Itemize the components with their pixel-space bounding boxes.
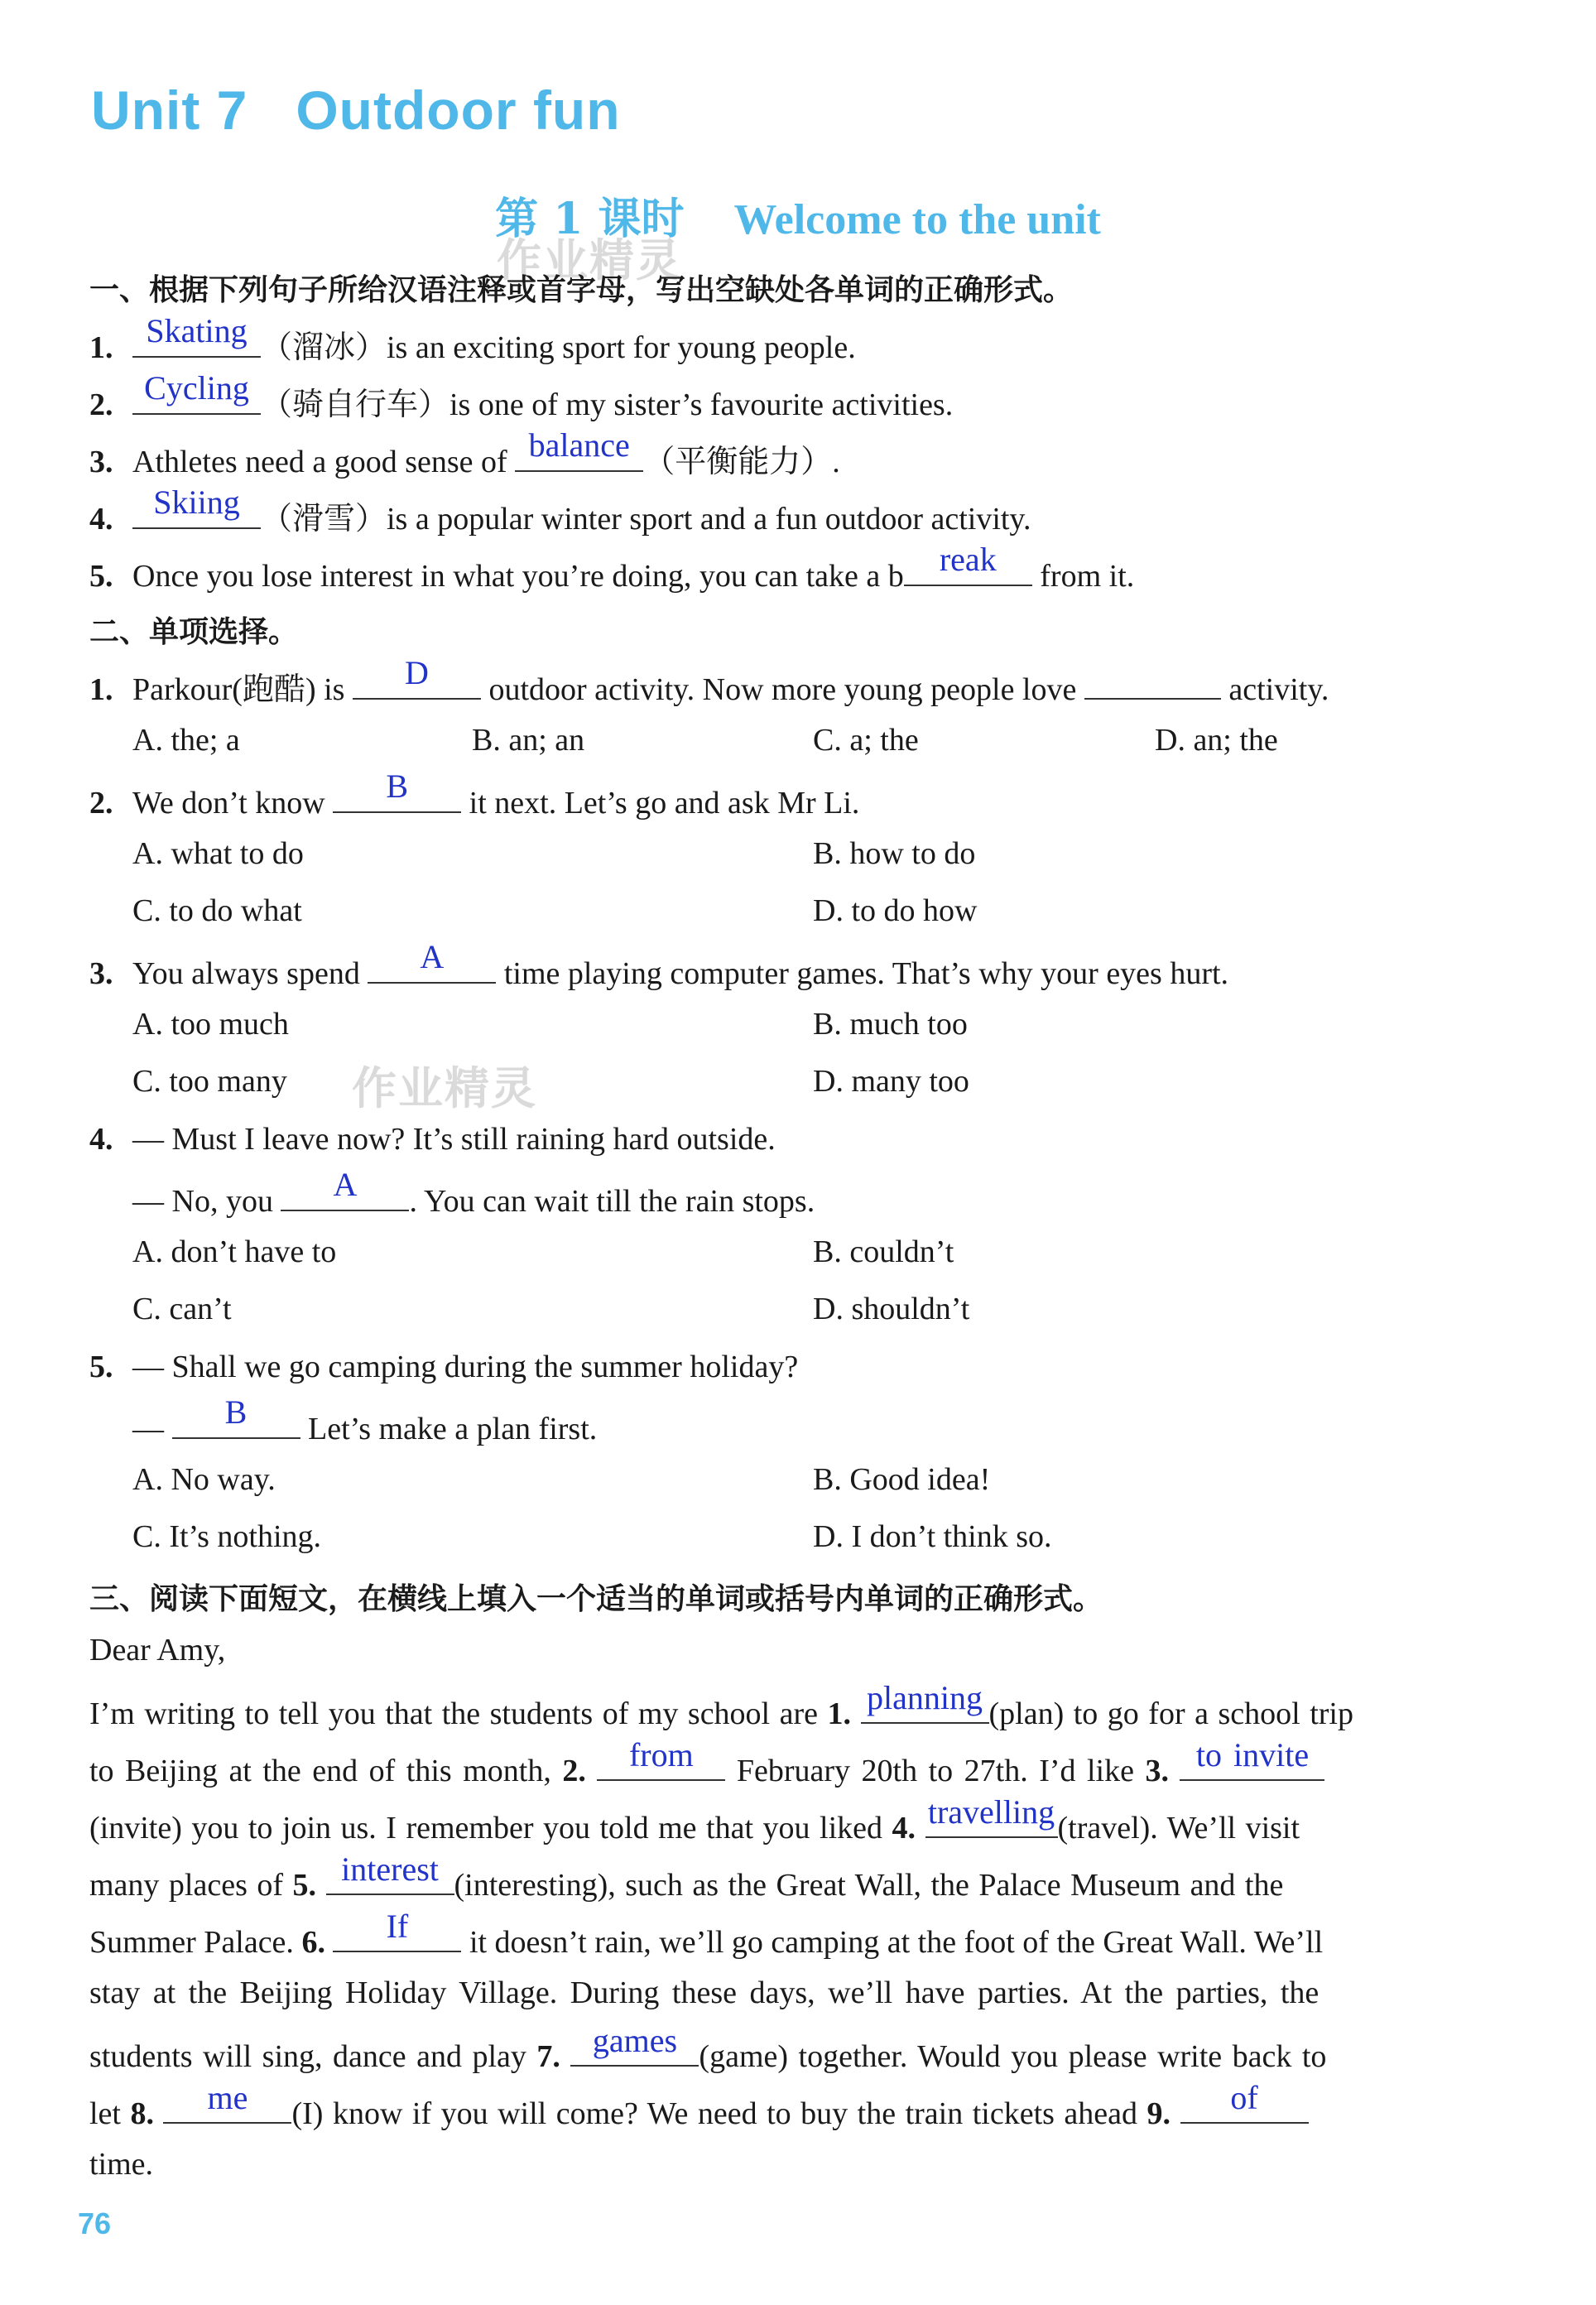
q-text: — bbox=[132, 1412, 172, 1446]
blank-number: 4. bbox=[892, 1811, 916, 1845]
s1-text: （平衡能力）. bbox=[643, 445, 840, 479]
option-b[interactable]: B. an; an bbox=[472, 723, 585, 758]
letter-text: let bbox=[89, 2096, 131, 2131]
answer-blank[interactable] bbox=[597, 1736, 725, 1781]
s1-item-5 bbox=[89, 541, 1135, 596]
letter-line-8 bbox=[89, 2079, 1497, 2132]
q-text: — Must I leave now? It’s still raining hard outside. bbox=[132, 1122, 776, 1157]
s2-q3 bbox=[89, 938, 1229, 994]
q-text: — Shall we go camping during the summer holiday? bbox=[132, 1350, 799, 1384]
blank-number: 2. bbox=[562, 1754, 586, 1788]
watermark-2: 作业精灵 bbox=[352, 1062, 537, 1114]
option-b[interactable]: B. much too bbox=[813, 1007, 968, 1042]
watermark-1: 作业精灵 bbox=[497, 234, 682, 286]
letter-line-7 bbox=[89, 2022, 1497, 2075]
answer-blank[interactable] bbox=[515, 426, 643, 472]
s1-text-before: Athletes need a good sense of bbox=[132, 445, 516, 479]
option-d[interactable]: D. many too bbox=[813, 1064, 969, 1099]
answer-blank[interactable] bbox=[368, 938, 496, 984]
letter-text: (game) together. Would you please write back to bbox=[699, 2039, 1327, 2074]
answer-blank[interactable] bbox=[861, 1679, 989, 1724]
s1-item-3 bbox=[89, 426, 840, 482]
s2-q2 bbox=[89, 768, 860, 823]
letter-line-4 bbox=[89, 1850, 1497, 1903]
blank-number: 8. bbox=[130, 2096, 154, 2131]
s1-text: （溜冰）is an exciting sport for young people. bbox=[261, 330, 856, 365]
q-num: 4. bbox=[89, 1122, 113, 1157]
answer-blank[interactable] bbox=[333, 768, 461, 813]
option-a[interactable]: A. don’t have to bbox=[132, 1234, 337, 1269]
lesson-title bbox=[0, 184, 1596, 246]
letter-text: (travel). We’ll visit bbox=[1057, 1811, 1300, 1845]
page-number: 76 bbox=[78, 2206, 112, 2240]
answer-text: A bbox=[333, 1166, 358, 1203]
blank-number: 5. bbox=[292, 1868, 317, 1903]
s1-num: 5. bbox=[89, 559, 113, 594]
s1-text: （骑自行车）is one of my sister’s favourite activities. bbox=[261, 387, 954, 422]
s2-q5 bbox=[89, 1347, 798, 1387]
s2-q1 bbox=[89, 654, 1329, 710]
blank-number: 6. bbox=[301, 1925, 325, 1960]
q-num: 1. bbox=[89, 672, 113, 707]
answer-text: interest bbox=[341, 1850, 439, 1888]
q-text: . You can wait till the rain stops. bbox=[409, 1184, 815, 1219]
option-b[interactable]: B. couldn’t bbox=[813, 1234, 954, 1269]
option-a[interactable]: A. too much bbox=[132, 1007, 289, 1042]
answer-blank[interactable] bbox=[132, 484, 261, 529]
section-1-heading: 一、根据下列句子所给汉语注释或首字母，写出空缺处各单词的正确形式。 bbox=[89, 273, 1074, 307]
blank-number: 7. bbox=[536, 2039, 560, 2074]
answer-text: Cycling bbox=[144, 369, 249, 407]
s2-q5-reply bbox=[132, 1393, 598, 1449]
letter-greeting: Dear Amy, bbox=[89, 1633, 226, 1667]
answer-blank[interactable] bbox=[172, 1393, 300, 1439]
q-text: outdoor activity. Now more young people love bbox=[480, 672, 1084, 707]
answer-text: B bbox=[224, 1393, 248, 1431]
option-c[interactable]: C. a; the bbox=[813, 723, 919, 758]
letter-text: to Beijing at the end of this month, bbox=[89, 1754, 563, 1788]
letter-text: (I) know if you will come? We need to buy the train tickets ahead bbox=[291, 2096, 1147, 2131]
q-text: We don’t know bbox=[132, 786, 334, 820]
answer-text: planning bbox=[867, 1679, 983, 1716]
s2-q4 bbox=[89, 1119, 776, 1159]
letter-text: students will sing, dance and play bbox=[89, 2039, 537, 2074]
answer-blank[interactable] bbox=[904, 541, 1032, 586]
q-text: activity. bbox=[1220, 672, 1329, 707]
answer-text: games bbox=[592, 2022, 678, 2059]
answer-text: to invite bbox=[1195, 1736, 1310, 1773]
answer-text: Skating bbox=[146, 312, 248, 349]
option-c[interactable]: C. too many bbox=[132, 1064, 287, 1099]
answer-text: D bbox=[405, 654, 429, 691]
option-c[interactable]: C. It’s nothing. bbox=[132, 1519, 322, 1554]
letter-text: (invite) you to join us. I remember you told me that you liked bbox=[89, 1811, 892, 1845]
option-c[interactable]: C. to do what bbox=[132, 893, 302, 928]
option-b[interactable]: B. how to do bbox=[813, 836, 976, 871]
answer-text: me bbox=[207, 2079, 248, 2116]
letter-line-2 bbox=[89, 1736, 1497, 1789]
letter-line-1 bbox=[89, 1679, 1497, 1732]
answer-text: Skiing bbox=[153, 484, 240, 521]
answer-text: If bbox=[386, 1908, 409, 1945]
s1-item-4 bbox=[89, 484, 1031, 539]
letter-line-9: time. bbox=[89, 2147, 154, 2182]
lesson-title-en: Welcome to the unit bbox=[733, 196, 1101, 243]
letter-text: February 20th to 27th. I’d like bbox=[725, 1754, 1146, 1788]
q-text: time playing computer games. That’s why your eyes hurt. bbox=[496, 956, 1229, 991]
lesson-title-cn: 第 1 课时 bbox=[495, 194, 685, 244]
section-2-heading: 二、单项选择。 bbox=[89, 615, 299, 649]
option-a[interactable]: A. the; a bbox=[132, 723, 240, 758]
option-a[interactable]: A. No way. bbox=[132, 1462, 276, 1497]
q-text: Parkour(跑酷) is bbox=[132, 672, 353, 707]
letter-text: (interesting), such as the Great Wall, the Palace Museum and the bbox=[454, 1868, 1284, 1903]
answer-text: B bbox=[386, 768, 409, 805]
q-num: 5. bbox=[89, 1350, 113, 1384]
answer-blank[interactable] bbox=[1180, 1736, 1324, 1781]
section-3-heading: 三、阅读下面短文，在横线上填入一个适当的单词或括号内单词的正确形式。 bbox=[89, 1582, 1103, 1616]
answer-text: of bbox=[1230, 2079, 1258, 2116]
answer-blank[interactable] bbox=[132, 369, 261, 415]
answer-blank[interactable] bbox=[1180, 2079, 1309, 2124]
letter-line-3 bbox=[89, 1793, 1497, 1846]
blank-number: 1. bbox=[827, 1696, 852, 1731]
s1-item-2 bbox=[89, 369, 954, 425]
answer-blank[interactable] bbox=[353, 654, 481, 700]
answer-blank[interactable] bbox=[333, 1908, 461, 1952]
option-d[interactable]: D. an; the bbox=[1155, 723, 1278, 758]
answer-blank[interactable] bbox=[326, 1850, 454, 1895]
letter-line-6: stay at the Beijing Holiday Village. During these days, we’ll have parties. At the parties, the bbox=[89, 1975, 1320, 2010]
q-text: You always spend bbox=[132, 956, 368, 991]
option-d[interactable]: D. shouldn’t bbox=[813, 1292, 970, 1326]
unit-title: Unit 7 Outdoor fun bbox=[91, 79, 621, 141]
answer-text: travelling bbox=[927, 1793, 1055, 1831]
q-text: it next. Let’s go and ask Mr Li. bbox=[461, 786, 860, 820]
s1-text: （滑雪）is a popular winter sport and a fun outdoor activity. bbox=[261, 502, 1031, 537]
q-text: Let’s make a plan first. bbox=[300, 1412, 598, 1446]
answer-text: A bbox=[420, 938, 445, 975]
s1-num: 3. bbox=[89, 445, 113, 479]
option-d[interactable]: D. I don’t think so. bbox=[813, 1519, 1052, 1554]
letter-text: it doesn’t rain, we’ll go camping at the foot of the Great Wall. We’ll bbox=[461, 1925, 1324, 1960]
q-num: 3. bbox=[89, 956, 113, 991]
q-text: — No, you bbox=[132, 1184, 281, 1219]
option-a[interactable]: A. what to do bbox=[132, 836, 304, 871]
q-num: 2. bbox=[89, 786, 113, 820]
letter-text: Summer Palace. bbox=[89, 1925, 302, 1960]
s1-num: 2. bbox=[89, 387, 113, 422]
s1-num: 1. bbox=[89, 330, 113, 365]
s1-text-before: Once you lose interest in what you’re doing, you can take a b bbox=[132, 559, 904, 594]
answer-blank[interactable] bbox=[570, 2022, 699, 2067]
letter-text: many places of bbox=[89, 1868, 293, 1903]
option-c[interactable]: C. can’t bbox=[132, 1292, 232, 1326]
s1-num: 4. bbox=[89, 502, 113, 537]
answer-blank[interactable] bbox=[163, 2079, 291, 2124]
s1-item-1 bbox=[89, 312, 856, 368]
blank-number: 9. bbox=[1147, 2096, 1171, 2131]
letter-text: I’m writing to tell you that the students of my school are bbox=[89, 1696, 828, 1731]
answer-blank[interactable] bbox=[281, 1166, 409, 1211]
answer-text: balance bbox=[528, 426, 630, 464]
letter-line-5 bbox=[89, 1908, 1497, 1961]
answer-text: from bbox=[628, 1736, 694, 1773]
answer-blank[interactable] bbox=[925, 1793, 1058, 1838]
option-b[interactable]: B. Good idea! bbox=[813, 1462, 991, 1497]
answer-blank-empty[interactable] bbox=[1084, 665, 1221, 700]
answer-blank[interactable] bbox=[132, 312, 261, 358]
s2-q4-reply bbox=[132, 1166, 815, 1221]
s1-text: from it. bbox=[1031, 559, 1135, 594]
letter-text: (plan) to go for a school trip bbox=[988, 1696, 1353, 1731]
blank-number: 3. bbox=[1145, 1754, 1169, 1788]
answer-text: reak bbox=[939, 541, 997, 578]
option-d[interactable]: D. to do how bbox=[813, 893, 978, 928]
